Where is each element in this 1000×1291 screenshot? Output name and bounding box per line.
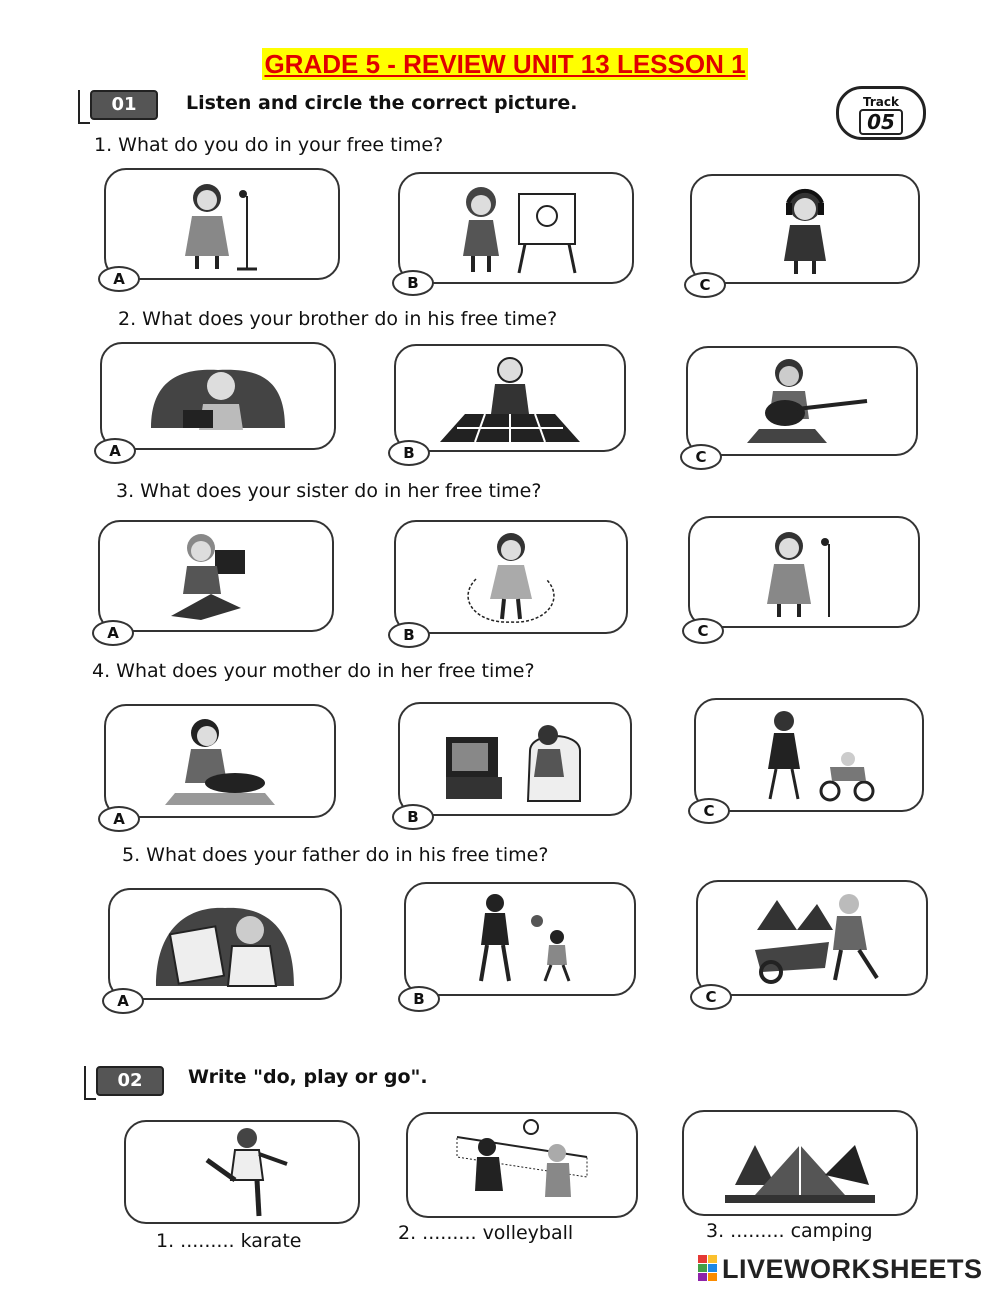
answer-item-2[interactable]: 2. ......... volleyball bbox=[398, 1222, 574, 1244]
q3-option-b-picture[interactable] bbox=[394, 520, 628, 644]
exercise-1-badge: 01 bbox=[90, 90, 158, 120]
boy-surfing-internet-icon bbox=[143, 348, 293, 443]
man-reading-newspaper-icon bbox=[150, 896, 300, 991]
question-4: 4. What does your mother do in her free time? bbox=[92, 660, 535, 682]
girl-listening-music-icon bbox=[730, 181, 880, 276]
q3-option-a-picture[interactable] bbox=[98, 520, 334, 642]
woman-cooking-icon bbox=[145, 713, 295, 808]
q4-option-a[interactable]: A bbox=[98, 806, 140, 832]
q5-option-a-picture[interactable] bbox=[108, 888, 342, 1010]
track-number: 05 bbox=[859, 109, 903, 135]
q1-option-a[interactable]: A bbox=[98, 266, 140, 292]
q1-option-a-picture[interactable] bbox=[104, 168, 340, 288]
q4-option-c-picture[interactable] bbox=[694, 698, 924, 820]
q2-option-c-picture[interactable] bbox=[686, 346, 918, 466]
q4-option-a-picture[interactable] bbox=[104, 704, 336, 828]
q4-option-c[interactable]: C bbox=[688, 798, 730, 824]
karate-picture bbox=[124, 1120, 360, 1224]
camping-picture bbox=[682, 1110, 918, 1216]
logo-squares-icon bbox=[698, 1255, 718, 1281]
page-title: GRADE 5 - REVIEW UNIT 13 LESSON 1 bbox=[262, 48, 748, 80]
q3-option-b[interactable]: B bbox=[388, 622, 430, 648]
q2-option-a[interactable]: A bbox=[94, 438, 136, 464]
exercise-2-instruction: Write "do, play or go". bbox=[188, 1066, 428, 1088]
girl-painting-icon bbox=[441, 180, 591, 275]
answer-item-3[interactable]: 3. ......... camping bbox=[706, 1220, 873, 1242]
track-label: Track bbox=[863, 95, 899, 109]
q2-option-c[interactable]: C bbox=[680, 444, 722, 470]
boy-karate-icon bbox=[167, 1124, 317, 1219]
boy-playing-guitar-icon bbox=[727, 353, 877, 448]
exercise-1-instruction: Listen and circle the correct picture. bbox=[186, 92, 578, 114]
track-badge bbox=[836, 86, 926, 140]
q4-option-b-picture[interactable] bbox=[398, 702, 632, 826]
q3-option-c[interactable]: C bbox=[682, 618, 724, 644]
q5-option-c[interactable]: C bbox=[690, 984, 732, 1010]
question-1: 1. What do you do in your free time? bbox=[94, 134, 444, 156]
q2-option-a-picture[interactable] bbox=[100, 342, 336, 460]
exercise-2-badge: 02 bbox=[96, 1066, 164, 1096]
q1-option-b[interactable]: B bbox=[392, 270, 434, 296]
woman-watching-tv-icon bbox=[440, 711, 590, 806]
q1-option-c[interactable]: C bbox=[684, 272, 726, 298]
liveworksheets-logo bbox=[698, 1254, 983, 1284]
q5-option-a[interactable]: A bbox=[102, 988, 144, 1014]
question-2: 2. What does your brother do in his free time? bbox=[118, 308, 558, 330]
girl-skipping-rope-icon bbox=[436, 529, 586, 624]
girl-singing-icon bbox=[147, 176, 297, 271]
camping-tent-icon bbox=[725, 1115, 875, 1210]
q4-option-b[interactable]: B bbox=[392, 804, 434, 830]
girl-reading-icon bbox=[141, 528, 291, 623]
question-5: 5. What does your father do in his free time? bbox=[122, 844, 549, 866]
boy-playing-chess-icon bbox=[435, 350, 585, 445]
q1-option-b-picture[interactable] bbox=[398, 172, 634, 292]
q5-option-b[interactable]: B bbox=[398, 986, 440, 1012]
q5-option-b-picture[interactable] bbox=[404, 882, 636, 1008]
answer-item-1[interactable]: 1. ......... karate bbox=[156, 1230, 302, 1252]
q2-option-b[interactable]: B bbox=[388, 440, 430, 466]
volleyball-icon bbox=[447, 1117, 597, 1212]
q3-option-c-picture[interactable] bbox=[688, 516, 920, 640]
q2-option-b-picture[interactable] bbox=[394, 344, 626, 462]
volleyball-picture bbox=[406, 1112, 638, 1218]
man-gardening-icon bbox=[737, 890, 887, 985]
man-playing-basketball-icon bbox=[445, 891, 595, 986]
woman-shopping-icon bbox=[734, 707, 884, 802]
q1-option-c-picture[interactable] bbox=[690, 174, 920, 294]
q5-option-c-picture[interactable] bbox=[696, 880, 928, 1006]
girl-singing-icon bbox=[729, 524, 879, 619]
question-3: 3. What does your sister do in her free time? bbox=[116, 480, 542, 502]
q3-option-a[interactable]: A bbox=[92, 620, 134, 646]
logo-text: LIVEWORKSHEETS bbox=[722, 1254, 983, 1284]
